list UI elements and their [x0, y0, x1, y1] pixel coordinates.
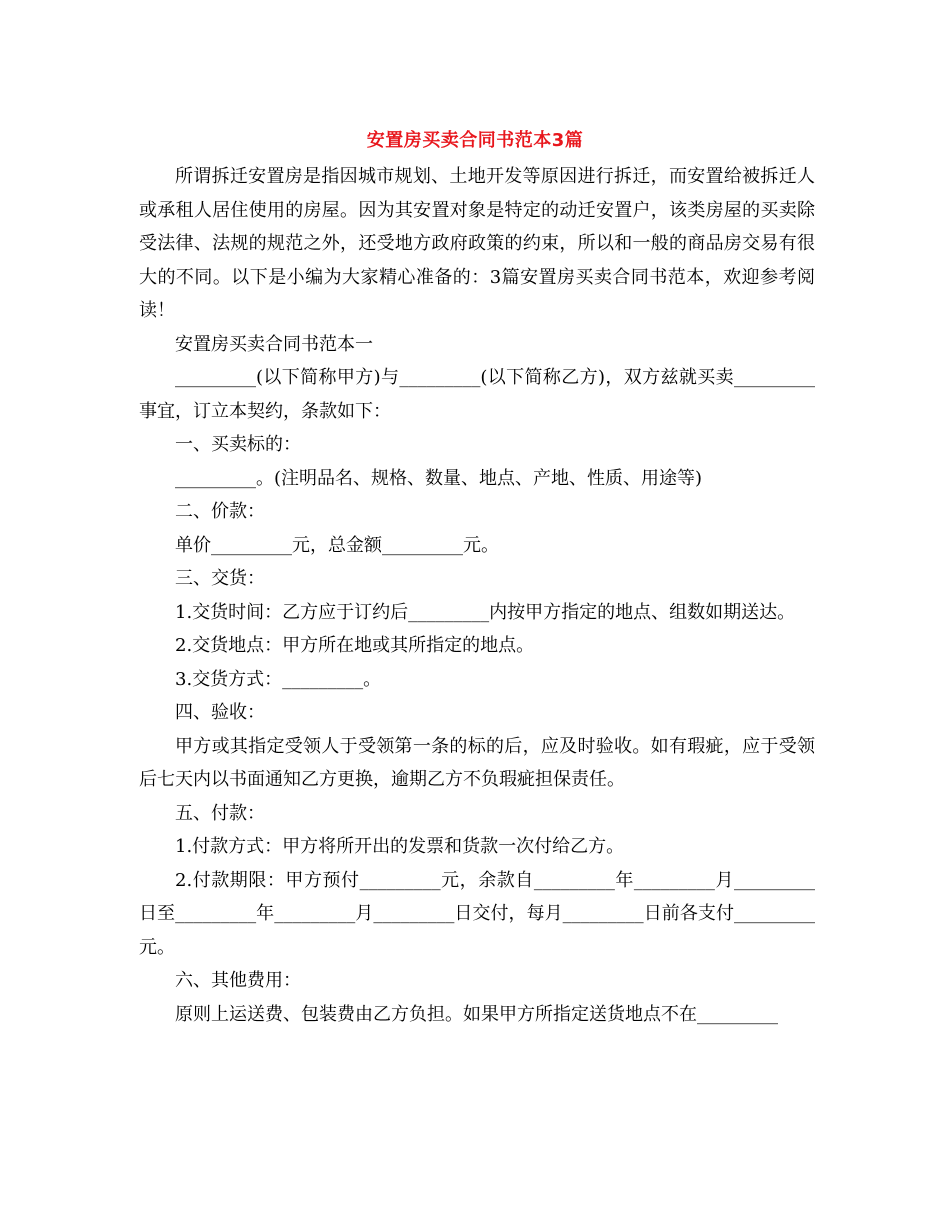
clause-delivery-time: 1.交货时间：乙方应于订约后_________内按甲方指定的地点、组数如期送达。 — [175, 601, 796, 623]
clause-heading-price: 二、价款： — [175, 501, 265, 522]
intro-paragraph: 所谓拆迁安置房是指因城市规划、土地开发等原因进行拆迁，而安置给被拆迁人或承租人居住使用的房屋。因为其安置对象是特定的动迁安置户，该类房屋的买卖除受法律、法规的规范之外，还受地方政府政策的约束，所以和一般的商品房交易有很大的不同。以下是小编为大家精心准备的：3篇安置房买卖合同书范本，欢迎参考阅读！ — [139, 166, 815, 321]
section-heading-sample-one: 安置房买卖合同书范本一 — [175, 333, 373, 355]
clause-heading-subject: 一、买卖标的： — [175, 434, 301, 455]
clause-inspection-detail: 甲方或其指定受领人于受领第一条的标的后，应及时验收。如有瑕疵，应于受领后七天内以书面通知乙方更换，逾期乙方不负瑕疵担保责任。 — [139, 735, 815, 790]
parties-clause: _________(以下简称甲方)与_________(以下简称乙方)，双方兹就买卖_________事宜，订立本契约，条款如下： — [139, 367, 815, 422]
clause-subject-detail: _________。(注明品名、规格、数量、地点、产地、性质、用途等) — [175, 467, 703, 489]
document-title: 安置房买卖合同书范本3篇 — [366, 130, 584, 151]
clause-payment-method: 1.付款方式：甲方将所开出的发票和货款一次付给乙方。 — [175, 836, 625, 857]
clause-payment-term: 2.付款期限：甲方预付_________元，余款自_________年_________月_________日至_________年_________月_________日交付，每月_________日前各支付_________元。 — [139, 869, 815, 958]
document-body — [139, 160, 815, 1031]
clause-delivery-method: 3.交货方式：_________。 — [175, 668, 382, 690]
clause-other-fees-detail: 原则上运送费、包装费由乙方负担。如果甲方所指定送货地点不在_________ — [175, 1003, 778, 1025]
clause-heading-payment: 五、付款： — [175, 802, 265, 824]
clause-heading-other-fees: 六、其他费用： — [175, 970, 301, 991]
clause-heading-inspection: 四、验收： — [175, 702, 265, 723]
clause-delivery-place: 2.交货地点：甲方所在地或其所指定的地点。 — [175, 635, 535, 656]
clause-price-detail: 单价_________元，总金额_________元。 — [175, 534, 499, 556]
clause-heading-delivery: 三、交货： — [175, 568, 265, 589]
